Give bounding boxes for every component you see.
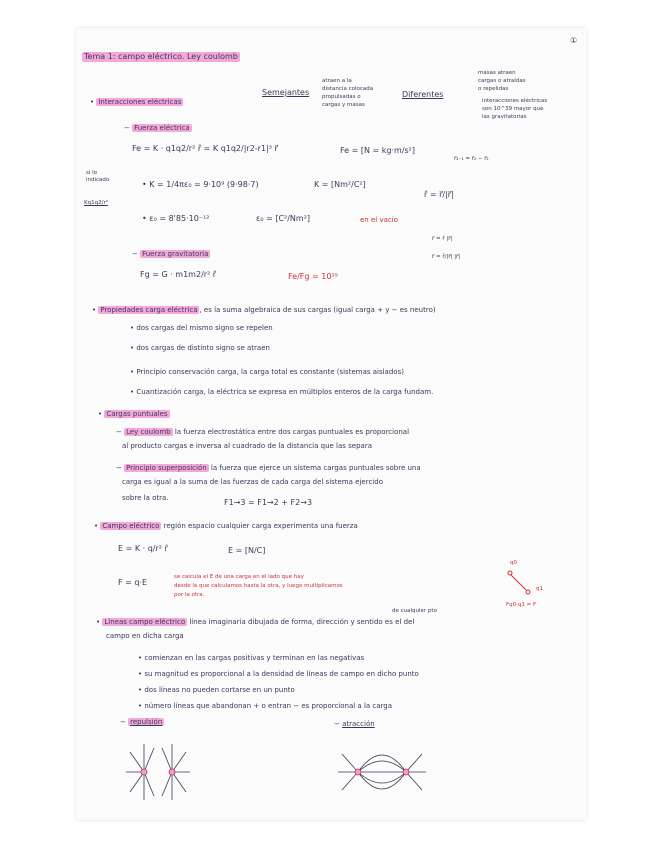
notebook-page: ① Tema 1: campo eléctrico. Ley coulomb • Interacciones eléctricas Semejantes atraen a la distancia colocada propulsadas o cargas y masas Diferentes masas atraen cargas o atraídas o repelidas interacciones eléctricas son 10^39 mayor que las gravitatorias − Fuerza eléctrica Fe = K · q1q2/r² r̂ = K q1q2/|r2-r1|³ r⃗ Fe = [N = kg·m/s²] si lo indicado Kq1q2/r² • K = 1/4πε₀ = 9·10⁹ (9·98·7) K = [Nm²/C²] • ε₀ = 8'85·10⁻¹² ε₀ = [C²/Nm²] en el vacío r⃗₂₋₁ = r⃗₂ − r⃗₁ r̂ = r⃗/|r⃗| r⃗ = r̂ |r⃗| r⃗ = r̂/|r⃗| |r⃗| − Fuerza gravitatoria Fg = G · m1m2/r² r̂ Fe/Fg = 10³⁹ • Propiedades carga eléctrica , es la suma algebraica de sus cargas (igual carga + y − es neutro) • dos cargas del mismo signo se repelen • dos cargas de distinto signo se atraen • Principio conservación carga, la carga total es constante (sistemas aislados) • Cuantización carga, la eléctrica se expresa en múltiplos enteros de la carga fundam. • Cargas puntuales − Ley coulomb la fuerza electrostática entre dos cargas puntuales es proporcional al producto cargas e inversa al cuadrado de la distancia que las separa − Principio superposición la fuerza que ejerce un sistema cargas puntuales sobre una carga es igual a la suma de las fuerzas de cada carga del sistema ejercido sobre la otra. F1→3 = F1→2 + F2→3 • Campo eléctrico región espacio cualquier carga experimenta una fuerza E = K · q/r² r̂ E = [N/C] F = q·E se calcula el E de una carga en el lado que hay desde la que calculamos hasta la otra, y luego multiplicamos por la otra. q0 q1 Fq0·q1 = F de cualquier pto • Líneas campo eléctrico línea imaginaria dibujada de forma, dirección y sentido es el del campo en dicha carga • comienzan en las cargas positivas y terminan en las negativas • su magnitud es proporcional a la densidad de líneas de campo en dicho punto • dos líneas no pueden cortarse en un punto • número líneas que abandonan + o entran − es proporcional a la carga − repulsión − atracción [76,28,586,820]
vec-r21: r⃗₂₋₁ = r⃗₂ − r⃗₁ [454,156,489,162]
fe-formula: Fe = K · q1q2/r² r̂ = K q1q2/|r2-r1|³ r⃗ [132,144,278,153]
e0-formula: • ε₀ = 8'85·10⁻¹² [142,214,209,224]
principio-formula: F1→3 = F1→2 + F2→3 [224,498,313,507]
diag-q0: q0 [510,560,517,566]
fuerza-gravitatoria-label: − Fuerza gravitatoria [132,250,209,258]
lineas-heading-cont: campo en dicha carga [106,632,184,640]
propiedades-heading: • Propiedades carga eléctrica , es la suma algebraica de sus cargas (igual carga + y − es neutro) [92,306,436,315]
propiedad-item: • dos cargas de distinto signo se atraen [130,344,270,353]
diag-equation: Fq0·q1 = F [506,602,537,608]
principio-cont-2: sobre la otra. [122,494,169,502]
cargas-puntuales-heading: • Cargas puntuales [98,410,170,419]
r-vec-2: r⃗ = r̂/|r⃗| |r⃗| [432,254,461,260]
lineas-campo-heading: • Líneas campo eléctrico línea imaginaria dibujada de forma, dirección y sentido es el del [96,618,414,627]
k-units: K = [Nm²/C²] [314,180,366,189]
ley-coulomb: − Ley coulomb la fuerza electrostática entre dos cargas puntuales es proporcional [116,428,410,436]
e0-units: ε₀ = [C²/Nm²] [256,214,311,223]
charge-diagram [504,568,554,598]
propiedad-item: • dos cargas del mismo signo se repelen [130,324,273,333]
interacciones-heading: • Interacciones eléctricas [90,98,183,107]
e-formula: E = K · q/r² r̂ [118,544,168,553]
principio-cont-1: carga es igual a la suma de las fuerzas de cada carga del sistema ejercido [122,478,383,486]
r-vec-1: r⃗ = r̂ |r⃗| [432,236,453,242]
propiedad-item: • Cuantización carga, la eléctrica se expresa en múltiplos enteros de la carga fundam. [130,388,433,397]
lineas-above-note: de cualquier pto [392,608,437,614]
semejante-label: Semejantes [262,88,310,97]
f-formula: F = q·E [118,578,148,587]
principio-superposicion: − Principio superposición la fuerza que ejerce un sistema cargas puntuales sobre una [116,464,421,472]
lineas-item: • su magnitud es proporcional a la densidad de líneas de campo en dicho punto [138,670,419,679]
side-formula: Kq1q2/r² [84,200,108,206]
lineas-item: • comienzan en las cargas positivas y terminan en las negativas [138,654,364,663]
e0-note: en el vacío [360,216,398,224]
campo-electrico-heading: • Campo eléctrico región espacio cualquier carga experimenta una fuerza [94,522,358,531]
e-units: E = [N/C] [228,546,266,555]
page-number: ① [570,36,578,45]
fe-fg-ratio: Fe/Fg = 10³⁹ [288,272,338,281]
attraction-field-diagram [334,738,430,806]
repulsion-field-diagram [124,740,194,804]
r-hat: r̂ = r⃗/|r⃗| [424,190,454,199]
page-title: Tema 1: campo eléctrico. Ley coulomb [84,52,238,61]
fuerza-electrica-label: − Fuerza eléctrica [124,124,190,132]
atraccion-label: − atracción [334,720,375,728]
propiedad-item: • Principio conservación carga, la carga total es constante (sistemas aislados) [130,368,404,377]
fe-units: Fe = [N = kg·m/s²] [340,146,416,155]
lineas-item: • dos líneas no pueden cortarse en un punto [138,686,295,695]
lineas-item: • número líneas que abandonan + o entran − es proporcional a la carga [138,702,392,711]
repulsion-label: − repulsión [120,718,163,726]
ley-coulomb-cont: al producto cargas e inversa al cuadrado de la distancia que las separa [122,442,373,450]
fg-formula: Fg = G · m1m2/r² r̂ [140,270,217,279]
diag-q1: q1 [536,586,543,592]
diferentes-label: Diferentes [402,90,444,99]
k-formula: • K = 1/4πε₀ = 9·10⁹ (9·98·7) [142,180,259,190]
